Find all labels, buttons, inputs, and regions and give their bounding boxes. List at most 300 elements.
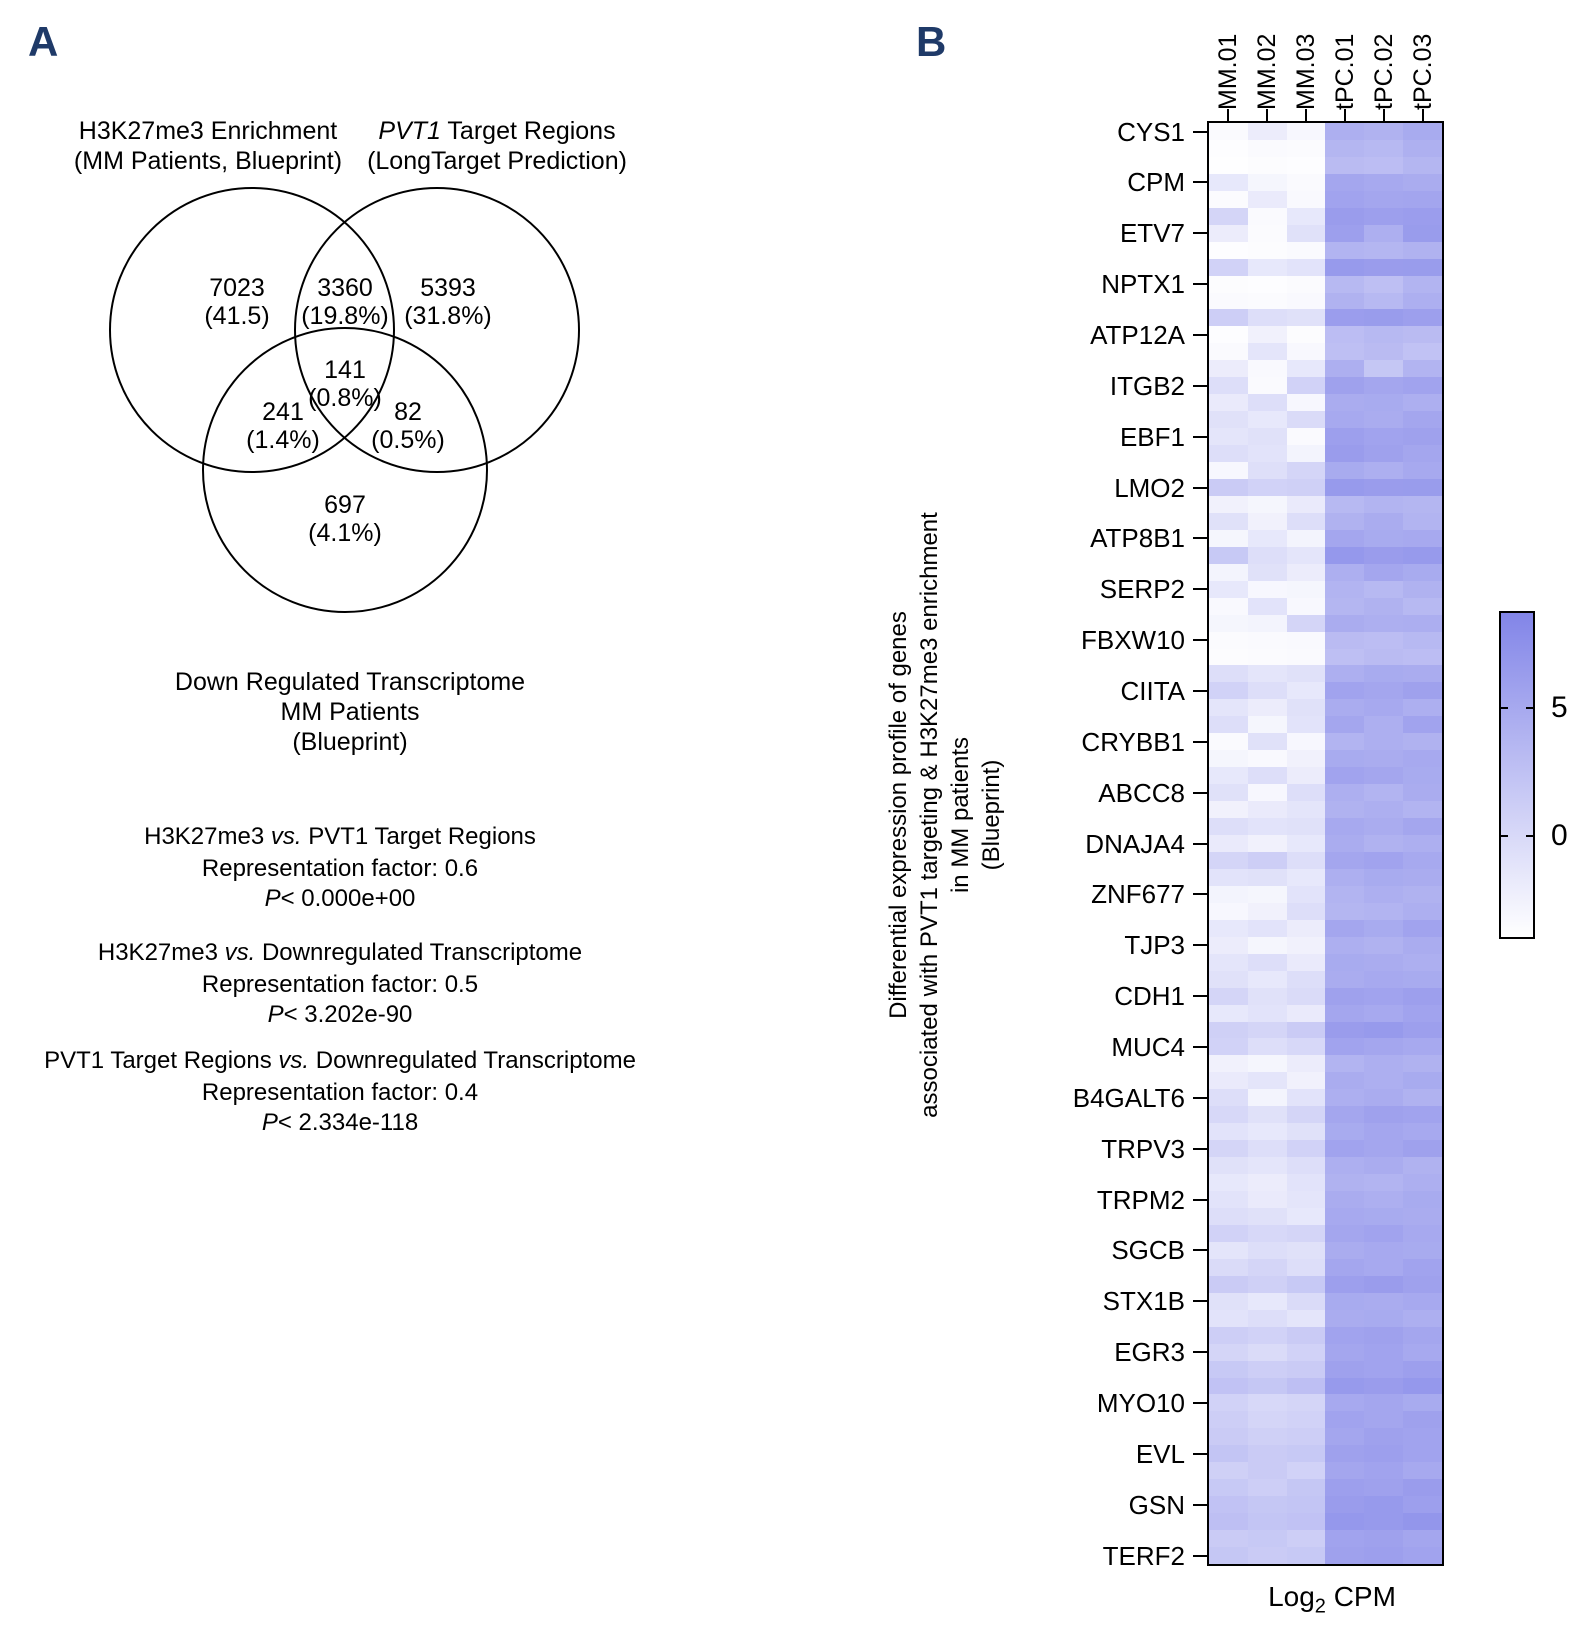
heatmap-cell — [1403, 276, 1442, 293]
heatmap-cell — [1248, 411, 1287, 428]
heatmap-cell — [1403, 632, 1442, 649]
heatmap-cell — [1209, 428, 1248, 445]
heatmap-cell — [1209, 1055, 1248, 1072]
heatmap-cell — [1364, 1191, 1403, 1208]
heatmap-cell — [1287, 1411, 1326, 1428]
heatmap-cell — [1364, 445, 1403, 462]
heatmap-cell — [1325, 157, 1364, 174]
column-label-tPC.01: tPC.01 — [1330, 33, 1359, 110]
heatmap-cell — [1403, 174, 1442, 191]
heatmap-cell — [1325, 852, 1364, 869]
heatmap-cell — [1248, 1361, 1287, 1378]
row-label-EGR3: EGR3 — [1114, 1337, 1185, 1368]
heatmap-cell — [1248, 326, 1287, 343]
heatmap-cell — [1403, 208, 1442, 225]
heatmap-cell — [1209, 1005, 1248, 1022]
heatmap-cell — [1364, 750, 1403, 767]
venn-count: 241 — [262, 398, 304, 426]
heatmap-cell — [1403, 682, 1442, 699]
column-label-tPC.03: tPC.03 — [1408, 33, 1437, 110]
heatmap-cell — [1287, 174, 1326, 191]
heatmap-cell — [1364, 1276, 1403, 1293]
heatmap-cell — [1325, 1513, 1364, 1530]
heatmap-cell — [1403, 1378, 1442, 1395]
venn-set1-title-line1: H3K27me3 Enrichment — [78, 117, 338, 145]
heatmap-cell — [1209, 225, 1248, 242]
heatmap-cell — [1364, 1055, 1403, 1072]
heatmap-cell — [1364, 1445, 1403, 1462]
heatmap-cell — [1209, 259, 1248, 276]
heatmap-cell — [1325, 649, 1364, 666]
row-tick — [1193, 741, 1207, 743]
heatmap-cell — [1325, 174, 1364, 191]
heatmap-cell — [1209, 598, 1248, 615]
column-tick — [1305, 109, 1307, 121]
heatmap-cell — [1325, 479, 1364, 496]
venn-pct: (31.8%) — [404, 302, 492, 330]
heatmap-cell — [1209, 1242, 1248, 1259]
heatmap-cell — [1403, 1276, 1442, 1293]
heatmap-cell — [1248, 615, 1287, 632]
row-label-TRPM2: TRPM2 — [1096, 1184, 1185, 1215]
stat3-comparison: PVT1 Target Regions vs. Downregulated Transcriptome — [44, 1047, 636, 1074]
heatmap-cell — [1209, 411, 1248, 428]
heatmap-cell — [1209, 750, 1248, 767]
heatmap-cell — [1403, 530, 1442, 547]
heatmap-cell — [1248, 1242, 1287, 1259]
heatmap-cell — [1364, 225, 1403, 242]
heatmap-cell — [1209, 479, 1248, 496]
heatmap-cell — [1403, 903, 1442, 920]
row-tick — [1193, 1046, 1207, 1048]
row-tick — [1193, 1199, 1207, 1201]
heatmap-cell — [1325, 208, 1364, 225]
heatmap-cell — [1248, 140, 1287, 157]
heatmap-cell — [1364, 1411, 1403, 1428]
heatmap-cell — [1287, 852, 1326, 869]
heatmap-cell — [1403, 157, 1442, 174]
row-label-ABCC8: ABCC8 — [1098, 777, 1185, 808]
venn-set2-title-line1 — [307, 116, 687, 146]
heatmap-cell — [1403, 886, 1442, 903]
heatmap-cell — [1325, 1462, 1364, 1479]
heatmap-cell — [1325, 1123, 1364, 1140]
heatmap-cell — [1364, 632, 1403, 649]
venn-region-pvt1-down — [328, 398, 488, 454]
heatmap-cell — [1403, 1055, 1442, 1072]
heatmap-cell — [1248, 1445, 1287, 1462]
heatmap-cell — [1403, 1411, 1442, 1428]
heatmap-cell — [1325, 309, 1364, 326]
heatmap-cell — [1364, 309, 1403, 326]
heatmap-cell — [1403, 428, 1442, 445]
heatmap-cell — [1209, 1038, 1248, 1055]
heatmap-cell — [1403, 479, 1442, 496]
heatmap-cell — [1364, 1428, 1403, 1445]
heatmap-cell — [1325, 496, 1364, 513]
heatmap-cell — [1403, 1327, 1442, 1344]
heatmap-cell — [1403, 293, 1442, 310]
heatmap-cell — [1364, 954, 1403, 971]
heatmap-cell — [1287, 462, 1326, 479]
heatmap-cell — [1403, 1530, 1442, 1547]
heatmap-cell — [1364, 1378, 1403, 1395]
heatmap-cell — [1364, 428, 1403, 445]
heatmap-cell — [1209, 513, 1248, 530]
heatmap-cell — [1364, 784, 1403, 801]
heatmap-cell — [1248, 530, 1287, 547]
heatmap-cell — [1248, 225, 1287, 242]
heatmap-cell — [1287, 750, 1326, 767]
heatmap-cell — [1248, 665, 1287, 682]
stat2-factor: Representation factor: 0.5 — [201, 971, 479, 998]
heatmap-cell — [1248, 1276, 1287, 1293]
heatmap-cell — [1209, 1496, 1248, 1513]
heatmap-cell — [1209, 716, 1248, 733]
heatmap-cell — [1287, 835, 1326, 852]
heatmap-cell — [1403, 1157, 1442, 1174]
row-label-MYO10: MYO10 — [1096, 1387, 1185, 1418]
heatmap-cell — [1287, 716, 1326, 733]
heatmap-cell — [1287, 496, 1326, 513]
y-axis-title-line4: (Blueprint) — [978, 759, 1005, 871]
heatmap-cell — [1325, 1140, 1364, 1157]
heatmap-cell — [1403, 649, 1442, 666]
row-tick — [1193, 1300, 1207, 1302]
heatmap-cell — [1287, 1344, 1326, 1361]
heatmap-cell — [1403, 852, 1442, 869]
heatmap-cell — [1403, 242, 1442, 259]
heatmap-cell — [1403, 377, 1442, 394]
row-tick — [1193, 283, 1207, 285]
heatmap-cell — [1287, 225, 1326, 242]
heatmap-cell — [1403, 937, 1442, 954]
heatmap-cell — [1364, 547, 1403, 564]
heatmap-cell — [1248, 1191, 1287, 1208]
heatmap-cell — [1287, 208, 1326, 225]
heatmap-cell — [1364, 326, 1403, 343]
heatmap-cell — [1403, 225, 1442, 242]
heatmap-cell — [1248, 835, 1287, 852]
heatmap-cell — [1364, 937, 1403, 954]
row-label-EBF1: EBF1 — [1119, 421, 1185, 452]
heatmap-cell — [1287, 869, 1326, 886]
heatmap-cell — [1325, 1411, 1364, 1428]
venn-set2-title-rest: Target Regions — [440, 117, 616, 145]
row-label-NPTX1: NPTX1 — [1101, 269, 1185, 300]
heatmap-cell — [1209, 581, 1248, 598]
heatmap-cell — [1364, 1394, 1403, 1411]
heatmap-cell — [1287, 632, 1326, 649]
heatmap-cell — [1287, 293, 1326, 310]
row-tick — [1193, 843, 1207, 845]
heatmap-cell — [1364, 1513, 1403, 1530]
heatmap-cell — [1325, 598, 1364, 615]
heatmap-cell — [1248, 649, 1287, 666]
row-label-GSN: GSN — [1128, 1489, 1185, 1520]
heatmap-cell — [1248, 1327, 1287, 1344]
heatmap-cell — [1325, 1157, 1364, 1174]
row-label-CRYBB1: CRYBB1 — [1081, 726, 1185, 757]
heatmap-cell — [1209, 615, 1248, 632]
row-tick — [1193, 588, 1207, 590]
heatmap-cell — [1248, 801, 1287, 818]
heatmap-cell — [1403, 1513, 1442, 1530]
heatmap-cell — [1287, 1123, 1326, 1140]
heatmap-cell — [1364, 1327, 1403, 1344]
heatmap-cell — [1364, 1547, 1403, 1564]
venn-count: 5393 — [420, 274, 476, 302]
heatmap-cell — [1403, 1005, 1442, 1022]
heatmap-cell — [1403, 462, 1442, 479]
heatmap-cell — [1248, 1157, 1287, 1174]
heatmap-cell — [1248, 123, 1287, 140]
heatmap-cell — [1287, 903, 1326, 920]
row-tick — [1193, 893, 1207, 895]
heatmap-cell — [1287, 886, 1326, 903]
heatmap-cell — [1325, 445, 1364, 462]
heatmap-cell — [1325, 869, 1364, 886]
heatmap-cell — [1325, 360, 1364, 377]
heatmap-cell — [1287, 767, 1326, 784]
stat1-comparison: H3K27me3 vs. PVT1 Target Regions — [144, 823, 536, 850]
stat1-factor: Representation factor: 0.6 — [201, 855, 479, 882]
heatmap-cell — [1403, 394, 1442, 411]
heatmap-cell — [1325, 1496, 1364, 1513]
heatmap-cell — [1403, 699, 1442, 716]
heatmap-cell — [1248, 750, 1287, 767]
heatmap-cell — [1403, 513, 1442, 530]
heatmap-cell — [1287, 191, 1326, 208]
row-tick — [1193, 1097, 1207, 1099]
heatmap-cell — [1248, 309, 1287, 326]
colorbar-tick-0-left — [1501, 835, 1508, 837]
heatmap-cell — [1325, 1106, 1364, 1123]
heatmap-cell — [1403, 1242, 1442, 1259]
row-label-CPM: CPM — [1127, 167, 1185, 198]
heatmap-cell — [1403, 496, 1442, 513]
row-label-TRPV3: TRPV3 — [1101, 1133, 1185, 1164]
heatmap-cell — [1364, 1242, 1403, 1259]
colorbar-label-5: 5 — [1551, 691, 1568, 724]
heatmap-cell — [1287, 1259, 1326, 1276]
heatmap-cell — [1364, 343, 1403, 360]
heatmap-cell — [1403, 1106, 1442, 1123]
heatmap-cell — [1287, 818, 1326, 835]
heatmap-cell — [1248, 259, 1287, 276]
heatmap-cell — [1209, 394, 1248, 411]
heatmap-cell — [1287, 1394, 1326, 1411]
heatmap-cell — [1403, 1191, 1442, 1208]
heatmap-cell — [1325, 1479, 1364, 1496]
heatmap-cell — [1209, 191, 1248, 208]
heatmap-cell — [1209, 767, 1248, 784]
heatmap-cell — [1287, 1038, 1326, 1055]
heatmap-cell — [1248, 1089, 1287, 1106]
heatmap-cell — [1248, 276, 1287, 293]
venn-pct: (0.8%) — [308, 384, 382, 412]
row-tick — [1193, 131, 1207, 133]
heatmap-cell — [1209, 530, 1248, 547]
heatmap-cell — [1287, 140, 1326, 157]
heatmap-cell — [1209, 293, 1248, 310]
heatmap-cell — [1248, 733, 1287, 750]
heatmap-cell — [1325, 903, 1364, 920]
heatmap-cell — [1403, 140, 1442, 157]
heatmap-cell — [1403, 1208, 1442, 1225]
heatmap-cell — [1325, 377, 1364, 394]
heatmap-cell — [1325, 581, 1364, 598]
heatmap-cell — [1364, 1208, 1403, 1225]
heatmap-cell — [1403, 343, 1442, 360]
heatmap-cell — [1364, 1123, 1403, 1140]
heatmap-cell — [1248, 1072, 1287, 1089]
heatmap-cell — [1209, 784, 1248, 801]
heatmap-cell — [1364, 208, 1403, 225]
heatmap-cell — [1403, 665, 1442, 682]
heatmap-cell — [1325, 750, 1364, 767]
heatmap-cell — [1248, 1547, 1287, 1564]
heatmap-cell — [1287, 1462, 1326, 1479]
heatmap-cell — [1287, 649, 1326, 666]
venn-set3-title-line1: Down Regulated Transcriptome — [174, 668, 526, 696]
stat3-pvalue: P< 2.334e-118 — [261, 1109, 419, 1136]
heatmap-cell — [1325, 767, 1364, 784]
row-label-ATP12A: ATP12A — [1090, 319, 1185, 350]
heatmap-cell — [1364, 971, 1403, 988]
heatmap-cell — [1209, 174, 1248, 191]
heatmap-cell — [1364, 1089, 1403, 1106]
heatmap-cell — [1287, 1225, 1326, 1242]
heatmap-cell — [1325, 1310, 1364, 1327]
heatmap-cell — [1325, 259, 1364, 276]
heatmap-cell — [1287, 343, 1326, 360]
heatmap-cell — [1325, 1005, 1364, 1022]
column-label-tPC.02: tPC.02 — [1369, 33, 1398, 110]
heatmap-cell — [1403, 615, 1442, 632]
heatmap-cell — [1325, 1089, 1364, 1106]
heatmap-cell — [1248, 1225, 1287, 1242]
venn-set1-title-line2: (MM Patients, Blueprint) — [73, 147, 343, 175]
row-tick — [1193, 436, 1207, 438]
heatmap-cell — [1325, 1225, 1364, 1242]
heatmap-cell — [1209, 1394, 1248, 1411]
heatmap-cell — [1248, 428, 1287, 445]
heatmap-cell — [1287, 564, 1326, 581]
heatmap-cell — [1364, 1344, 1403, 1361]
heatmap-cell — [1403, 1072, 1442, 1089]
heatmap-cell — [1325, 954, 1364, 971]
heatmap-cell — [1248, 174, 1287, 191]
heatmap-cell — [1403, 1038, 1442, 1055]
heatmap-cell — [1325, 242, 1364, 259]
row-label-ETV7: ETV7 — [1119, 218, 1185, 249]
heatmap-cell — [1325, 547, 1364, 564]
heatmap-cell — [1364, 1310, 1403, 1327]
heatmap-cell — [1287, 801, 1326, 818]
heatmap-cell — [1248, 343, 1287, 360]
heatmap-cell — [1248, 394, 1287, 411]
heatmap-cell — [1325, 394, 1364, 411]
heatmap-cell — [1209, 157, 1248, 174]
heatmap-cell — [1248, 564, 1287, 581]
heatmap-cell — [1248, 1038, 1287, 1055]
heatmap-cell — [1248, 1344, 1287, 1361]
heatmap-cell — [1248, 360, 1287, 377]
panel-b-letter: B — [916, 18, 947, 65]
heatmap-cell — [1287, 377, 1326, 394]
heatmap-cell — [1209, 276, 1248, 293]
heatmap-cell — [1287, 1174, 1326, 1191]
heatmap-cell — [1209, 1225, 1248, 1242]
heatmap-cell — [1209, 988, 1248, 1005]
heatmap-cell — [1364, 1140, 1403, 1157]
row-label-LMO2: LMO2 — [1114, 472, 1185, 503]
heatmap-cell — [1403, 1462, 1442, 1479]
heatmap-cell — [1287, 733, 1326, 750]
heatmap-cell — [1325, 1530, 1364, 1547]
heatmap-cell — [1364, 191, 1403, 208]
heatmap-cell — [1403, 835, 1442, 852]
heatmap-cell — [1287, 1547, 1326, 1564]
heatmap-cell — [1364, 1225, 1403, 1242]
heatmap-cell — [1325, 1022, 1364, 1039]
heatmap-cell — [1209, 1259, 1248, 1276]
row-label-ATP8B1: ATP8B1 — [1090, 523, 1185, 554]
heatmap-cell — [1209, 1089, 1248, 1106]
heatmap-cell — [1248, 1174, 1287, 1191]
heatmap-cell — [1209, 632, 1248, 649]
heatmap-cell — [1325, 1191, 1364, 1208]
stat2-pvalue: P< 3.202e-90 — [267, 1001, 413, 1028]
heatmap-cell — [1287, 360, 1326, 377]
heatmap-cell — [1325, 191, 1364, 208]
heatmap-cell — [1403, 954, 1442, 971]
heatmap-cell — [1364, 394, 1403, 411]
heatmap-cell — [1287, 988, 1326, 1005]
heatmap-cell — [1364, 123, 1403, 140]
colorbar — [1499, 611, 1535, 939]
venn-count: 141 — [324, 356, 366, 384]
heatmap-cell — [1325, 1259, 1364, 1276]
heatmap-cell — [1364, 886, 1403, 903]
heatmap-cell — [1248, 869, 1287, 886]
heatmap-cell — [1403, 1293, 1442, 1310]
heatmap-cell — [1325, 1547, 1364, 1564]
heatmap-cell — [1248, 513, 1287, 530]
heatmap-cell — [1403, 1445, 1442, 1462]
heatmap-cell — [1364, 530, 1403, 547]
heatmap-cell — [1325, 835, 1364, 852]
heatmap-cell — [1209, 360, 1248, 377]
venn-count: 82 — [394, 398, 422, 426]
heatmap-cell — [1287, 1157, 1326, 1174]
heatmap-cell — [1209, 1513, 1248, 1530]
heatmap-cell — [1364, 259, 1403, 276]
heatmap-cell — [1364, 496, 1403, 513]
heatmap-cell — [1325, 1445, 1364, 1462]
heatmap-cell — [1403, 733, 1442, 750]
heatmap-cell — [1325, 1242, 1364, 1259]
heatmap-cell — [1364, 1479, 1403, 1496]
heatmap-cell — [1325, 1378, 1364, 1395]
heatmap-cell — [1248, 1005, 1287, 1022]
stat1-pvalue: P< 0.000e+00 — [264, 885, 416, 912]
heatmap-cell — [1248, 971, 1287, 988]
heatmap-cell — [1403, 1344, 1442, 1361]
heatmap-cell — [1209, 326, 1248, 343]
heatmap-cell — [1209, 1140, 1248, 1157]
